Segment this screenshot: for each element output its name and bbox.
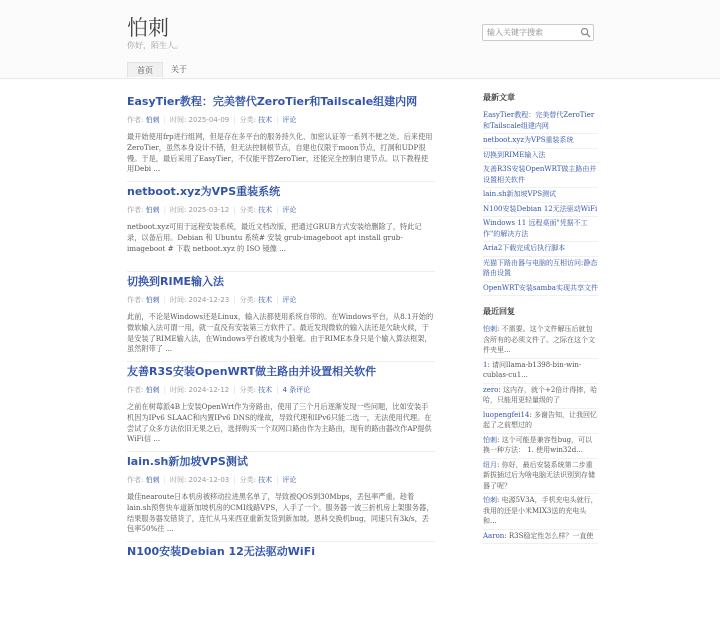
post-item [127, 453, 435, 542]
search-icon[interactable] [580, 27, 591, 38]
comment-item [483, 359, 598, 384]
recent-post-link[interactable]: Windows 11 远程桌面"凭据不工作"的解决方法 [483, 217, 598, 242]
comment-item [483, 494, 598, 530]
time-label: 时间: [169, 116, 187, 124]
comment-text[interactable]: : R3S稳定性怎么样？一直使 [504, 531, 594, 540]
comment-author[interactable]: 纽月 [483, 460, 497, 469]
post-title[interactable]: netboot.xyz为VPS重装系统 [127, 185, 281, 198]
post-item [127, 93, 435, 182]
post-comments[interactable]: 评论 [282, 296, 297, 304]
category-label: 分类: [239, 476, 256, 484]
comment-item [483, 384, 598, 409]
post-comments[interactable]: 评论 [282, 476, 297, 484]
time-label: 时间: [169, 296, 187, 304]
recent-comments [483, 306, 598, 544]
nav-tab-about[interactable]: 关于 [171, 65, 187, 74]
recent-comments-title: 最近回复 [483, 307, 515, 316]
post-meta: 作者: 怕刺 | 时间: 2025-04-09 | 分类: 技术 | 评论 [127, 116, 297, 124]
post-title[interactable]: EasyTier教程：完美替代ZeroTier和Tailscale组建内网 [127, 95, 418, 108]
post-date: 2025-03-12 [188, 206, 230, 214]
post-meta: 作者: 怕刺 | 时间: 2024-12-03 | 分类: 技术 | 评论 [127, 476, 297, 484]
author-label: 作者: [127, 206, 144, 214]
comment-text[interactable]: : 电源5V3A，手机充电头就行，我用的还是小米MIX3送的充电头和... [483, 496, 598, 525]
comment-text[interactable]: : 请问llama-b1398-bin-win-cublas-cu1... [483, 360, 582, 379]
comment-text[interactable]: : 多谢告知，让我回忆起了之前想过的 [483, 410, 598, 429]
comment-author[interactable]: 怕刺 [483, 496, 497, 504]
time-label: 时间: [169, 386, 187, 394]
post-author[interactable]: 怕刺 [145, 116, 160, 124]
post-list [127, 92, 435, 631]
comment-text[interactable]: : 不需要。这个文件解压后就包含所有的必须文件了。之际在这个文件夹里... [483, 325, 595, 354]
post-category[interactable]: 技术 [258, 296, 273, 304]
post-date: 2024-12-23 [188, 296, 230, 304]
post-meta: 作者: 怕刺 | 时间: 2024-12-12 | 分类: 技术 | 4 条评论 [127, 386, 311, 394]
recent-post-link[interactable]: netboot.xyz为VPS重装系统 [483, 134, 598, 149]
comment-author[interactable]: 怕刺 [483, 435, 497, 444]
site-title[interactable]: 怕刺 [127, 16, 169, 40]
nav-tab-home[interactable]: 首页 [127, 62, 163, 78]
recent-post-link[interactable]: 光猫下路由器与电脑的互相访问:静态路由设置 [483, 257, 598, 282]
time-label: 时间: [169, 206, 187, 214]
recent-post-link[interactable]: N100安装Debian 12无法驱动WiFi [483, 203, 598, 218]
post-author[interactable]: 怕刺 [145, 206, 160, 214]
category-label: 分类: [239, 116, 256, 124]
category-label: 分类: [239, 386, 256, 394]
search-input[interactable] [483, 25, 579, 40]
comment-item [483, 530, 598, 545]
comment-item [483, 434, 598, 459]
post-item [127, 543, 435, 631]
comment-text[interactable]: : 这内存，就个+2倍计得摔，哈哈，只能用更轻量级的了 [483, 385, 598, 404]
author-label: 作者: [127, 386, 144, 394]
comment-item [483, 409, 598, 434]
recent-post-link[interactable]: 切换到RIME输入法 [483, 149, 598, 164]
comment-text[interactable]: : 这个可能是兼容性bug，可以换一种方法： 1. 使用win32d... [483, 435, 593, 454]
post-excerpt: 最佳nearoute日本机房被移动拉进黑名单了，导致被QOS到30Mbps，丢包率严重。趁着lain.sh预售快车道新加坡机房的CMI线路VPS，入手了一个。服务器一波三折机房上架服务器，结果服务器发错货了，连忙从马来西亚重新发货到新加坡。恩科交换机bug，同速只有3k/s，丢包率50%往 ... [127, 492, 434, 534]
sidebar [483, 92, 598, 544]
post-excerpt: 最开始使用frp进行组网，但是存在多平台的服务持久化、加密认证等一系列不便之处。后来使用ZeroTier，虽然本身设计不错，但无法控制根节点，自建也仅限于moon节点，打洞和UDP很慢。于是，最后采用了EasyTier，不仅能平替ZeroTier，还能完全控制自建节点。以下教程使用Debi ... [127, 132, 433, 174]
post-excerpt: 此前，不论是Windows还是Linux，输入法都使用系统自带的。在Windows平台，从8.1开始的微软输入法可谓一用，就一直没有安装第三方软件了。最近发现微软的输入法还是欠缺火候，于是安装了RIME输入法，在Windows平台被成为小狼毫。由于RIME本身只是个输入算法框架，虽然附带了 ... [127, 312, 434, 354]
recent-posts-title: 最新文章 [483, 93, 515, 102]
post-item [127, 273, 435, 362]
author-label: 作者: [127, 296, 144, 304]
post-date: 2024-12-03 [188, 476, 230, 484]
post-comments[interactable]: 评论 [282, 116, 297, 124]
recent-post-link[interactable]: EasyTier教程：完美替代ZeroTier和Tailscale组建内网 [483, 109, 598, 134]
post-category[interactable]: 技术 [258, 206, 273, 214]
post-excerpt: netboot.xyz可用于远程安装系统，最近文档改版，把通过GRUB方式安装给删除了，特此记录，以备后用。Debian 和 Ubuntu 系统# 安装 grub-imageboot apt install grub-imageboot # 下载 netboot.xyz 的 ISO 镜像 ... [127, 222, 422, 253]
category-label: 分类: [239, 296, 256, 304]
post-category[interactable]: 技术 [258, 476, 273, 484]
post-comments[interactable]: 评论 [282, 206, 297, 214]
post-author[interactable]: 怕刺 [145, 476, 160, 484]
post-date: 2025-04-09 [188, 116, 230, 124]
recent-post-link[interactable]: OpenWRT安装samba实现共享文件 [483, 282, 598, 297]
site-description: 你好，陌生人。 [127, 41, 183, 50]
post-meta: 作者: 怕刺 | 时间: 2024-12-23 | 分类: 技术 | 评论 [127, 296, 297, 304]
comment-text[interactable]: : 你好，最后安装系统第二步重新拔插过后为啥电脑无法识别到存储器了呢？ [483, 460, 595, 490]
post-author[interactable]: 怕刺 [145, 296, 160, 304]
post-title[interactable]: lain.sh新加坡VPS测试 [127, 455, 248, 468]
post-date: 2024-12-12 [188, 386, 230, 394]
author-label: 作者: [127, 476, 144, 484]
post-category[interactable]: 技术 [258, 116, 273, 124]
post-meta: 作者: 怕刺 | 时间: 2025-03-12 | 分类: 技术 | 评论 [127, 206, 297, 214]
post-category[interactable]: 技术 [258, 386, 273, 394]
post-comments[interactable]: 4 条评论 [282, 386, 311, 394]
post-item [127, 183, 435, 272]
post-title[interactable]: 切换到RIME输入法 [127, 275, 225, 288]
comment-author[interactable]: Aaron [483, 531, 505, 540]
comment-author[interactable]: 1 [483, 360, 488, 369]
post-title[interactable]: N100安装Debian 12无法驱动WiFi [127, 545, 315, 558]
search-box [482, 24, 594, 41]
post-excerpt: 之前在树莓派4B上安装OpenWrt作为旁路由，使用了三个月后逐渐发现一些问题，比如安装手机因为IPv6 SLAAC和内置IPv6 DNS的缘故，导致代理和IPv6只能二选一，无法使用代理。在尝试了众多方法依旧无果之后，选择购买一个双网口路由作为主路由，现有的路由器改作AP提供WiFi信 ... [127, 402, 432, 444]
comment-author[interactable]: zero [483, 385, 499, 394]
post-title[interactable]: 友善R3S安装OpenWRT做主路由并设置相关软件 [127, 365, 377, 378]
author-label: 作者: [127, 116, 144, 124]
post-author[interactable]: 怕刺 [145, 386, 160, 394]
recent-post-link[interactable]: Aria2下载完成后执行脚本 [483, 242, 598, 257]
comment-author[interactable]: luopengfei14 [483, 410, 530, 419]
recent-post-link[interactable]: 友善R3S安装OpenWRT做主路由并设置相关软件 [483, 163, 598, 188]
recent-posts-list [483, 109, 598, 296]
comment-author[interactable]: 怕刺 [483, 325, 497, 333]
comment-item [483, 459, 598, 495]
site-header [0, 0, 720, 79]
recent-post-link[interactable]: lain.sh新加坡VPS测试 [483, 188, 598, 203]
time-label: 时间: [169, 476, 187, 484]
category-label: 分类: [239, 206, 256, 214]
comment-item [483, 323, 598, 359]
post-item [127, 363, 435, 452]
